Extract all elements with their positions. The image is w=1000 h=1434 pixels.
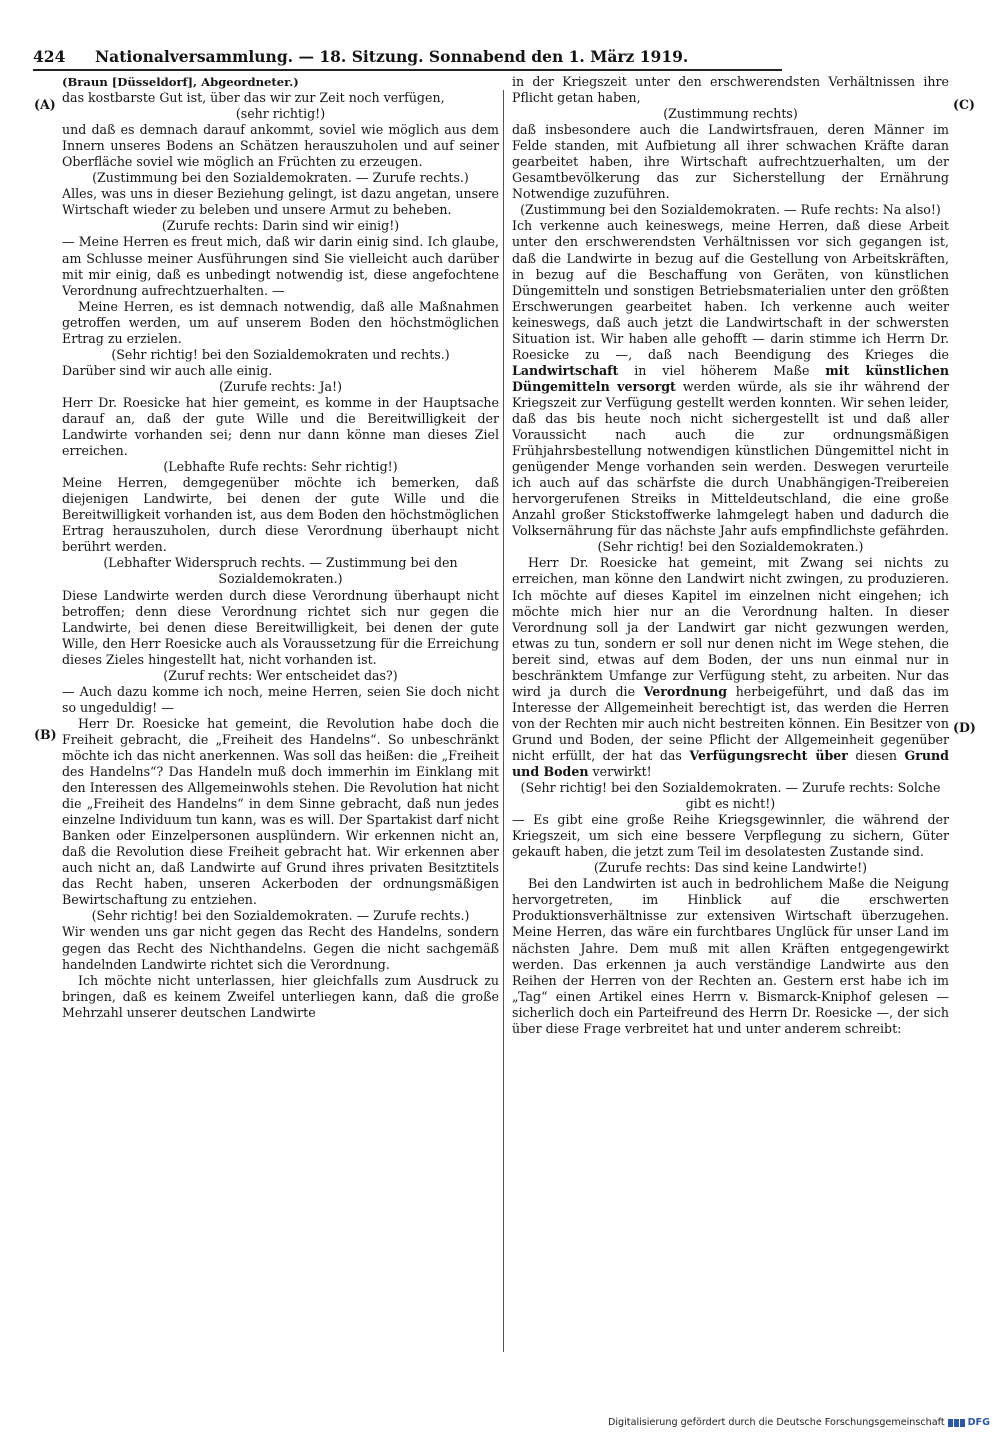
paragraph: Alles, was uns in dieser Beziehung gelingt, ist dazu angetan, unsere Wirtschaft wieder zu beleben und unsere Armut zu beheben. [62, 186, 499, 218]
paragraph: Herr Dr. Roesicke hat gemeint, mit Zwang sei nichts zu erreichen, man könne den Landwirt nicht zwingen, zu produzieren. Ich möchte auf dieses Kapitel im einzelnen nicht eingehen; ich möchte mich hier nur an die Verordnung halten. In dieser Verordnung soll ja der Landwirt gar nicht gezwungen werden, etwas zu tun, sondern er soll nur denen nicht im Wege stehen, die bereit sind, etwas auf dem Boden, der uns nun einmal nur in beschränktem Umfange zur Verfügung steht, zu arbeiten. Nur das wird ja durch die Verordnung herbeigeführt, und daß das im Interesse der Allgemeinheit berechtigt ist, das werden die Herren von der Rechten mir auch nicht bestreiten können. Ein Besitzer von Grund und Boden, der seine Pflicht der Allgemeinheit gegenüber nicht erfüllt, der hat das Verfügungsrecht über diesen Grund und Boden verwirkt! [512, 555, 950, 780]
paragraph: Herr Dr. Roesicke hat gemeint, die Revolution habe doch die Freiheit gebracht, die „Freiheit des Handelns“. So unbeschränkt möchte ich das nicht anerkennen. Was soll das heißen: die „Freiheit des Handelns“? Das Handeln muß doch immerhin im Einklang mit den Interessen des Allgemeinwohls stehen. Die Revolution hat nicht die „Freiheit des Handelns“ in dem Sinne gebracht, daß nun jedes einzelne Individuum tun kann, was es will. Der Spartakist darf nicht Banken oder Einzelpersonen ausplündern. Wir erkennen nicht an, daß die Revolution diese Freiheit gebracht hat. Wir erkennen aber auch nicht an, daß Landwirte auf Grund ihres privaten Besitztitels das Recht haben, unseren Ackerboden der ordnungsmäßigen Bewirtschaftung zu entziehen. [62, 715, 499, 908]
interjection: (Sehr richtig! bei den Sozialdemokraten. — Zurufe rechts.) [91, 908, 470, 924]
emphasis: mit künstlichen Düngemitteln versorgt [512, 362, 950, 394]
left-column [62, 74, 499, 1021]
margin-mark-d: (D) [953, 720, 976, 735]
interjection: (Zuruf rechts: Wer entscheidet das?) [163, 667, 398, 683]
paragraph: Ich möchte nicht unterlassen, hier gleichfalls zum Ausdruck zu bringen, daß es keinem Zweifel unterliegen kann, daß die große Mehrzahl unserer deutschen Landwirte [62, 972, 499, 1020]
interjection: (Lebhafte Rufe rechts: Sehr richtig!) [163, 459, 398, 475]
right-column [512, 74, 949, 1037]
paragraph: — Es gibt eine große Reihe Kriegsgewinnler, die während der Kriegszeit, um sich eine bessere Verpflegung zu sichern, Güter gekauft haben, die jetzt zum Teil im desolatesten Zustande sind. [512, 812, 949, 860]
interjection: (Sehr richtig! bei den Sozialdemokraten und rechts.) [111, 346, 450, 362]
paragraph: Diese Landwirte werden durch diese Verordnung überhaupt nicht betroffen; denn diese Verordnung richtet sich nur gegen die Landwirte, bei denen diese Bereitwilligkeit, bei denen der gute Wille, den Herr Roesicke auch als Voraussetzung für die Erreichung dieses Zieles hingestellt hat, nicht vorhanden ist. [62, 587, 499, 667]
paragraph: Bei den Landwirten ist auch in bedrohlichem Maße die Neigung hervorgetreten, im Hinblick auf die erschwerten Produktionsverhältnisse zur extensiven Wirtschaft überzugehen. Meine Herren, das wäre ein furchtbares Unglück für unser Land im nächsten Jahre. Dem muß mit allen Kräften entgegengewirkt werden. Das erkennen ja auch verständige Landwirte aus den Reihen der Herren von der Rechten an. Gestern erst habe ich im „Tag“ einen Artikel eines Herrn v. Bismarck-Kniphof gelesen — sicherlich doch ein Parteifreund des Herrn Dr. Roesicke —, der sich über diese Frage verbreitet hat und unter anderem schreibt: [512, 876, 949, 1036]
paragraph: Ich verkenne auch keineswegs, meine Herren, daß diese Arbeit unter den erschwerendsten Verhältnissen vor sich gegangen ist, daß die Landwirte in bezug auf die Gestellung von Arbeitskräften, in bezug auf die Beschaffung von Geräten, von künstlichen Düngemitteln und sonstigen Betriebsmaterialien unter den größten Erschwerungen gearbeitet haben. Ich verkenne auch weiter keineswegs, daß auch jetzt die Landwirtschaft in der schwersten Situation ist. Wir haben alle gehofft — darin stimme ich Herrn Dr. Roesicke zu —, daß nach Beendigung des Krieges die Landwirtschaft in viel höherem Maße mit künstlichen Düngemitteln versorgt werden würde, als sie ihr während der Kriegszeit zur Verfügung gestellt werden konnten. Wir sehen leider, daß das bis heute noch nicht sichergestellt ist und daß aller Voraussicht nach auch die zur ordnungsmäßigen Frühjahrsbestellung notwendigen künstlichen Düngemittel nicht in genügender Menge vorhanden sein werden. Deswegen verurteile ich auch auf das schärfste die durch Unabhängigen-Treibereien hervorgerufenen Streiks in Mitteldeutschland, die eine große Anzahl großer Stickstoffwerke lahmgelegt haben und dadurch die Volksernährung für das nächste Jahr aufs empfindlichste gefährden. [512, 218, 950, 539]
interjection: (Zurufe rechts: Ja!) [219, 378, 342, 394]
paragraph: Meine Herren, es ist demnach notwendig, daß alle Maßnahmen getroffen werden, um auf unserem Boden den höchstmöglichen Ertrag zu erzielen. [62, 298, 499, 346]
emphasis: Landwirtschaft [512, 362, 619, 378]
paragraph: in der Kriegszeit unter den erschwerendsten Verhältnissen ihre Pflicht getan haben, [512, 74, 949, 106]
interjection: (Zurufe rechts: Das sind keine Landwirte!) [593, 860, 868, 876]
page-header [33, 47, 782, 71]
interjection: (Zustimmung bei den Sozialdemokraten. — Zurufe rechts.) [92, 170, 469, 186]
interjection: (Zurufe rechts: Darin sind wir einig!) [161, 218, 400, 234]
margin-mark-c: (C) [953, 97, 975, 112]
margin-mark-b: (B) [34, 727, 57, 742]
margin-mark-a: (A) [34, 97, 56, 112]
footer-credit [608, 1417, 990, 1428]
paragraph: Meine Herren, demgegenüber möchte ich bemerken, daß diejenigen Landwirte, bei denen der gute Wille und die Bereitwilligkeit vorhanden ist, aus dem Boden den höchstmöglichen Ertrag herauszuholen, durch diese Verordnung überhaupt nicht berührt werden. [62, 475, 499, 555]
paragraph: — Auch dazu komme ich noch, meine Herren, seien Sie doch nicht so ungeduldig! — [62, 683, 499, 715]
interjection: (Sehr richtig! bei den Sozialdemokraten.) [597, 539, 864, 555]
paragraph: daß insbesondere auch die Landwirtsfrauen, deren Männer im Felde standen, mit Aufbietung all ihrer schwachen Kräfte daran gearbeitet haben, ihre Wirtschaft aufrechtzuerhalten, um der Gesamtbevölkerung das zur Sicherstellung der Ernährung Notwendige zuzuführen. [512, 122, 949, 202]
interjection: (sehr richtig!) [235, 106, 326, 122]
interjection: (Sehr richtig! bei den Sozialdemokraten. — Zurufe rechts: Solche gibt es nicht!) [520, 780, 941, 812]
dfg-logo-text: DFG [967, 1417, 990, 1428]
page-number: 424 [33, 47, 66, 66]
running-title: Nationalversammlung. — 18. Sitzung. Sonnabend den 1. März 1919. [95, 47, 689, 66]
footer-text: Digitalisierung gefördert durch die Deutsche Forschungsgemeinschaft [608, 1417, 945, 1428]
paragraph: und daß es demnach darauf ankommt, soviel wie möglich aus dem Innern unseres Bodens an Schätzen herauszuholen und auf seiner Oberfläche soviel wie möglich an Früchten zu erzeugen. [62, 122, 499, 170]
interjection: (Lebhafter Widerspruch rechts. — Zustimmung bei den Sozialdemokraten.) [103, 555, 458, 587]
speaker-header: (Braun [Düsseldorf], Abgeordneter.) [62, 75, 299, 89]
column-divider [503, 90, 504, 1352]
dfg-logo-icon [948, 1418, 966, 1428]
emphasis: Verfügungsrecht über [689, 747, 848, 763]
paragraph: Herr Dr. Roesicke hat hier gemeint, es komme in der Hauptsache darauf an, daß der gute Wille und die Bereitwilligkeit der Landwirte vorhanden sei; denn nur dann könne man dieses Ziel erreichen. [62, 394, 499, 459]
paragraph: Darüber sind wir auch alle einig. [62, 362, 273, 378]
paragraph: das kostbarste Gut ist, über das wir zur Zeit noch verfügen, [62, 90, 445, 106]
interjection: (Zustimmung rechts) [663, 106, 798, 122]
paragraph: Wir wenden uns gar nicht gegen das Recht des Handelns, sondern gegen das Recht des Nichthandelns. Gegen die nicht sachgemäß handelnden Landwirte richtet sich die Verordnung. [62, 924, 499, 972]
paragraph: — Meine Herren es freut mich, daß wir darin einig sind. Ich glaube, am Schlusse meiner Ausführungen sind Sie vielleicht auch darüber mit mir einig, daß es unbedingt notwendig ist, diese angefochtene Verordnung aufrechtzuerhalten. — [62, 234, 499, 298]
emphasis: Verordnung [643, 683, 728, 699]
interjection: (Zustimmung bei den Sozialdemokraten. — Rufe rechts: Na also!) [520, 202, 941, 218]
emphasis: Grund und Boden [512, 747, 949, 780]
